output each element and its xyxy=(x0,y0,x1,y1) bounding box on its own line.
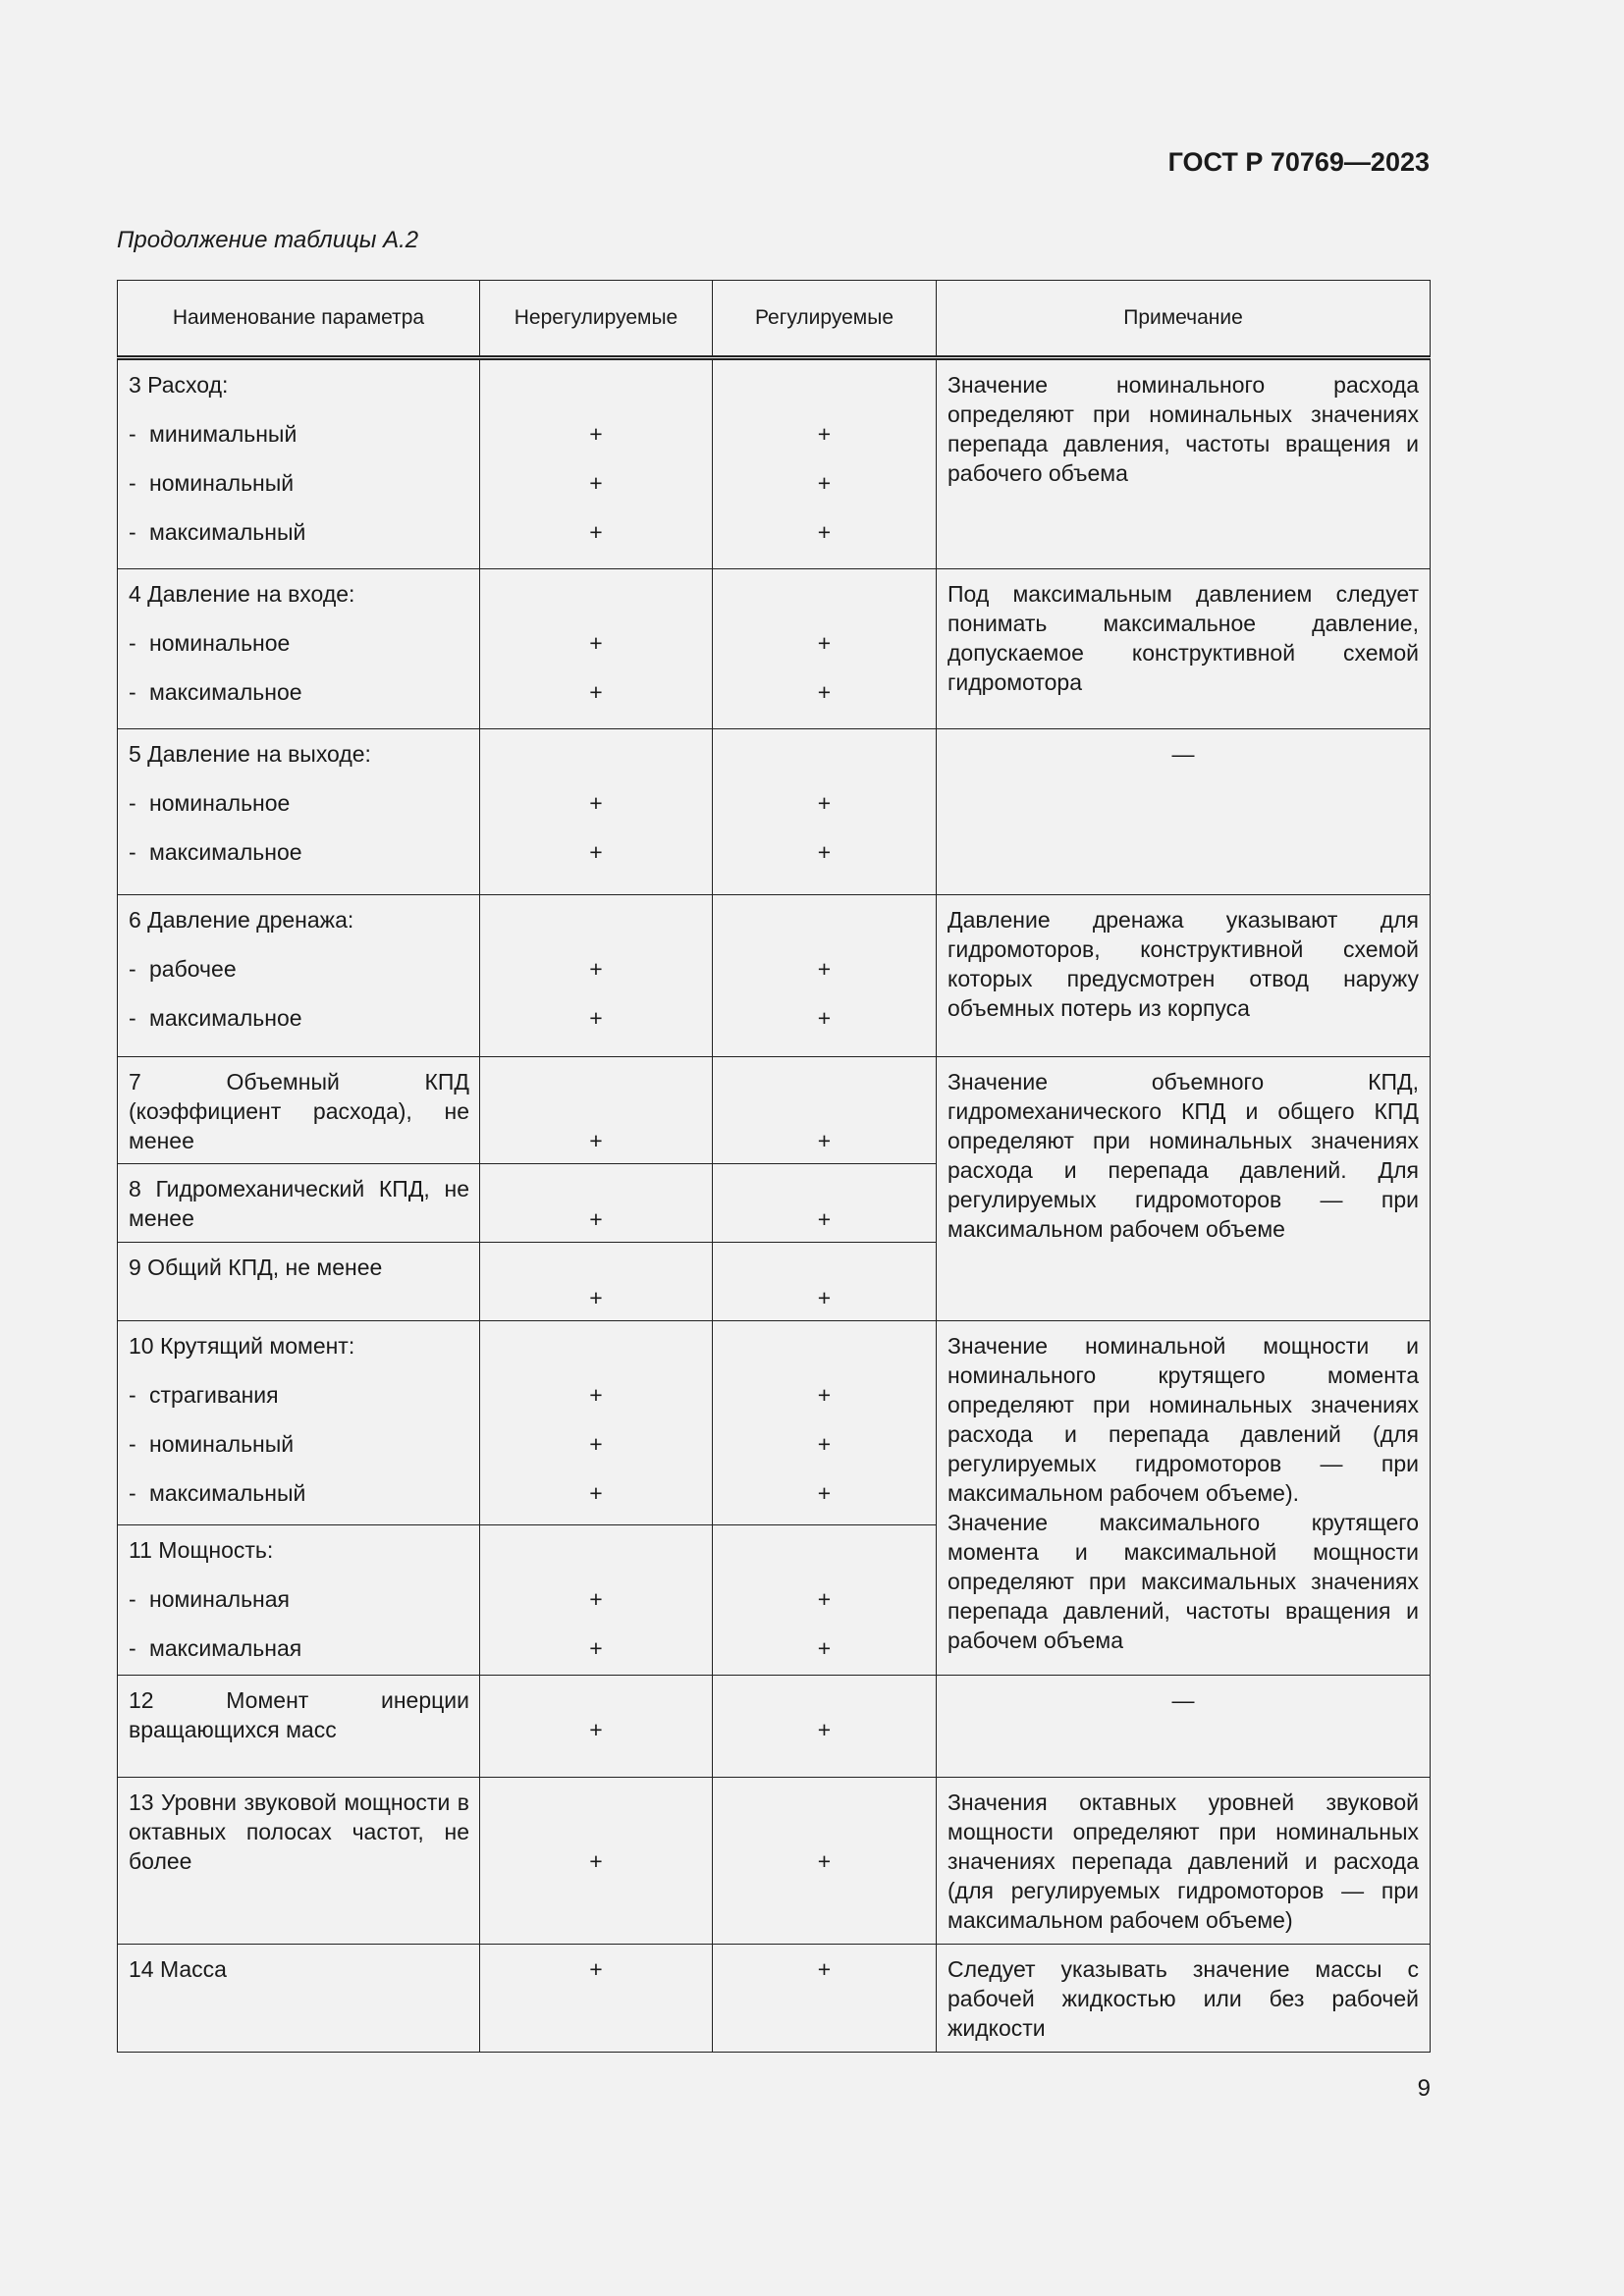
unregulated-cell xyxy=(480,1676,713,1778)
sub-parameter: - максимальное xyxy=(129,839,302,865)
sub-parameter: - минимальный xyxy=(129,421,298,447)
table-header-row xyxy=(118,281,1431,358)
applicability-mark: + xyxy=(589,1431,603,1457)
applicability-mark: + xyxy=(817,1285,832,1310)
applicability-mark: + xyxy=(589,1635,603,1661)
regulated-cell xyxy=(713,1243,937,1321)
applicability-mark: + xyxy=(817,1635,832,1661)
parameter-title: 3 Расход: xyxy=(129,372,229,398)
applicability-mark: + xyxy=(589,519,603,545)
parameter-title: 10 Крутящий момент: xyxy=(129,1333,355,1359)
note-text: Значения октавных уровней звуковой мощности определяют при номинальных значениях перепада давлений и расхода (для регулируемых гидромоторов — при максимальном рабочем объеме) xyxy=(947,1789,1419,1933)
applicability-mark: + xyxy=(589,1956,603,1982)
unregulated-cell xyxy=(480,1321,713,1525)
applicability-mark: + xyxy=(589,630,603,656)
parameter-cell xyxy=(118,1945,480,2053)
note-dash: — xyxy=(1171,1687,1195,1713)
regulated-cell xyxy=(713,1778,937,1945)
column-header-parameter: Наименование параметра xyxy=(118,281,480,358)
applicability-mark: + xyxy=(817,1956,832,1982)
parameter-cell xyxy=(118,358,480,569)
applicability-mark: + xyxy=(589,1382,603,1408)
table-row xyxy=(118,358,1431,569)
applicability-mark: + xyxy=(817,679,832,705)
sub-parameter: - максимальное xyxy=(129,679,302,705)
parameter-title: 8 Гидромеханический КПД, не менее xyxy=(129,1176,469,1231)
applicability-mark: + xyxy=(589,470,603,496)
note-dash: — xyxy=(1171,741,1195,767)
sub-parameter: - страгивания xyxy=(129,1382,279,1408)
parameter-title: 5 Давление на выходе: xyxy=(129,741,371,767)
applicability-mark: + xyxy=(817,470,832,496)
unregulated-cell xyxy=(480,358,713,569)
table-row xyxy=(118,1321,1431,1525)
sub-parameter: - номинальное xyxy=(129,630,291,656)
note-cell xyxy=(937,1321,1431,1676)
page-number: 9 xyxy=(1417,2075,1431,2102)
note-cell xyxy=(937,1057,1431,1321)
unregulated-cell xyxy=(480,1525,713,1676)
regulated-cell xyxy=(713,1676,937,1778)
note-text: Давление дренажа указывают для гидромоторов, конструктивной схемой которых предусмотрен отвод наружу объемных потерь из корпуса xyxy=(947,907,1419,1021)
applicability-mark: + xyxy=(589,1848,603,1874)
applicability-mark: + xyxy=(817,421,832,447)
applicability-mark: + xyxy=(589,1005,603,1031)
table-row xyxy=(118,895,1431,1057)
note-cell xyxy=(937,358,1431,569)
parameter-cell xyxy=(118,1525,480,1676)
parameter-title: 14 Масса xyxy=(129,1956,227,1982)
note-cell xyxy=(937,1945,1431,2053)
regulated-cell xyxy=(713,1164,937,1243)
table-row xyxy=(118,1945,1431,2053)
applicability-mark: + xyxy=(589,679,603,705)
applicability-mark: + xyxy=(817,1848,832,1874)
unregulated-cell xyxy=(480,1057,713,1164)
note-text: Следует указывать значение массы с рабочей жидкостью или без рабочей жидкости xyxy=(947,1956,1419,2041)
regulated-cell xyxy=(713,729,937,895)
applicability-mark: + xyxy=(817,839,832,865)
applicability-mark: + xyxy=(817,1480,832,1506)
applicability-mark: + xyxy=(589,1285,603,1310)
column-header-note: Примечание xyxy=(937,281,1431,358)
applicability-mark: + xyxy=(589,1586,603,1612)
regulated-cell xyxy=(713,1945,937,2053)
table-row xyxy=(118,1057,1431,1164)
sub-parameter: - номинальный xyxy=(129,1431,295,1457)
applicability-mark: + xyxy=(589,421,603,447)
parameter-title: 6 Давление дренажа: xyxy=(129,907,354,933)
applicability-mark: + xyxy=(589,956,603,982)
sub-parameter: - номинальная xyxy=(129,1586,290,1612)
unregulated-cell xyxy=(480,1778,713,1945)
table-row xyxy=(118,569,1431,729)
parameter-cell xyxy=(118,1778,480,1945)
parameter-cell xyxy=(118,729,480,895)
regulated-cell xyxy=(713,1525,937,1676)
parameter-title: 7 Объемный КПД (коэффициент расхода), не менее xyxy=(129,1069,469,1153)
parameter-cell xyxy=(118,1676,480,1778)
sub-parameter: - рабочее xyxy=(129,956,237,982)
applicability-mark: + xyxy=(817,1005,832,1031)
table-row xyxy=(118,1778,1431,1945)
parameter-cell xyxy=(118,1321,480,1525)
unregulated-cell xyxy=(480,895,713,1057)
applicability-mark: + xyxy=(589,839,603,865)
applicability-mark: + xyxy=(589,1717,603,1742)
parameter-cell xyxy=(118,1164,480,1243)
table-caption: Продолжение таблицы А.2 xyxy=(117,227,419,253)
parameters-table xyxy=(117,280,1431,2053)
note-text: Под максимальным давлением следует понимать максимальное давление, допускаемое конструктивной схемой гидромотора xyxy=(947,581,1419,695)
parameter-title: 12 Момент инерции вращающихся масс xyxy=(129,1687,469,1742)
unregulated-cell xyxy=(480,1243,713,1321)
applicability-mark: + xyxy=(817,956,832,982)
note-text: Значение номинальной мощности и номинального крутящего момента определяют при номинальных значениях расхода и перепада давлений (для регулируемых гидромоторов — при максимальном рабочем объеме). xyxy=(947,1333,1419,1506)
note-cell xyxy=(937,1676,1431,1778)
parameter-cell xyxy=(118,895,480,1057)
note-text: Значение номинального расхода определяют при номинальных значениях перепада давления, частоты вращения и рабочего объема xyxy=(947,372,1419,486)
parameter-title: 9 Общий КПД, не менее xyxy=(129,1255,383,1280)
applicability-mark: + xyxy=(817,1382,832,1408)
sub-parameter: - номинальный xyxy=(129,470,295,496)
sub-parameter: - максимальная xyxy=(129,1635,302,1661)
sub-parameter: - максимальное xyxy=(129,1005,302,1031)
parameter-title: 13 Уровни звуковой мощности в октавных полосах частот, не более xyxy=(129,1789,469,1874)
applicability-mark: + xyxy=(817,1586,832,1612)
note-cell xyxy=(937,569,1431,729)
applicability-mark: + xyxy=(817,790,832,816)
applicability-mark: + xyxy=(589,1128,603,1153)
applicability-mark: + xyxy=(817,1431,832,1457)
table-row xyxy=(118,729,1431,895)
regulated-cell xyxy=(713,1057,937,1164)
note-text: Значение объемного КПД, гидромеханического КПД и общего КПД определяют при номинальных значениях расхода и перепада давлений. Для регулируемых гидромоторов — при максимальном рабочем объеме xyxy=(947,1069,1419,1242)
sub-parameter: - максимальный xyxy=(129,519,306,545)
document-code: ГОСТ Р 70769—2023 xyxy=(1167,147,1430,177)
parameter-cell xyxy=(118,1243,480,1321)
parameter-title: 4 Давление на входе: xyxy=(129,581,355,607)
parameter-cell xyxy=(118,569,480,729)
sub-parameter: - номинальное xyxy=(129,790,291,816)
regulated-cell xyxy=(713,895,937,1057)
applicability-mark: + xyxy=(817,1128,832,1153)
note-cell xyxy=(937,729,1431,895)
regulated-cell xyxy=(713,569,937,729)
note-text: Значение максимального крутящего момента и максимальной мощности определяют при максимальных значениях перепада давлений, частоты вращения и рабочем объема xyxy=(947,1510,1419,1653)
note-cell xyxy=(937,1778,1431,1945)
applicability-mark: + xyxy=(589,1480,603,1506)
column-header-unregulated: Нерегулируемые xyxy=(480,281,713,358)
applicability-mark: + xyxy=(817,1206,832,1232)
applicability-mark: + xyxy=(817,1717,832,1742)
parameter-cell xyxy=(118,1057,480,1164)
regulated-cell xyxy=(713,1321,937,1525)
applicability-mark: + xyxy=(589,1206,603,1232)
applicability-mark: + xyxy=(817,630,832,656)
unregulated-cell xyxy=(480,569,713,729)
regulated-cell xyxy=(713,358,937,569)
sub-parameter: - максимальный xyxy=(129,1480,306,1506)
table-row xyxy=(118,1676,1431,1778)
applicability-mark: + xyxy=(589,790,603,816)
parameter-title: 11 Мощность: xyxy=(129,1537,274,1563)
applicability-mark: + xyxy=(817,519,832,545)
unregulated-cell xyxy=(480,729,713,895)
unregulated-cell xyxy=(480,1945,713,2053)
column-header-regulated: Регулируемые xyxy=(713,281,937,358)
unregulated-cell xyxy=(480,1164,713,1243)
note-cell xyxy=(937,895,1431,1057)
